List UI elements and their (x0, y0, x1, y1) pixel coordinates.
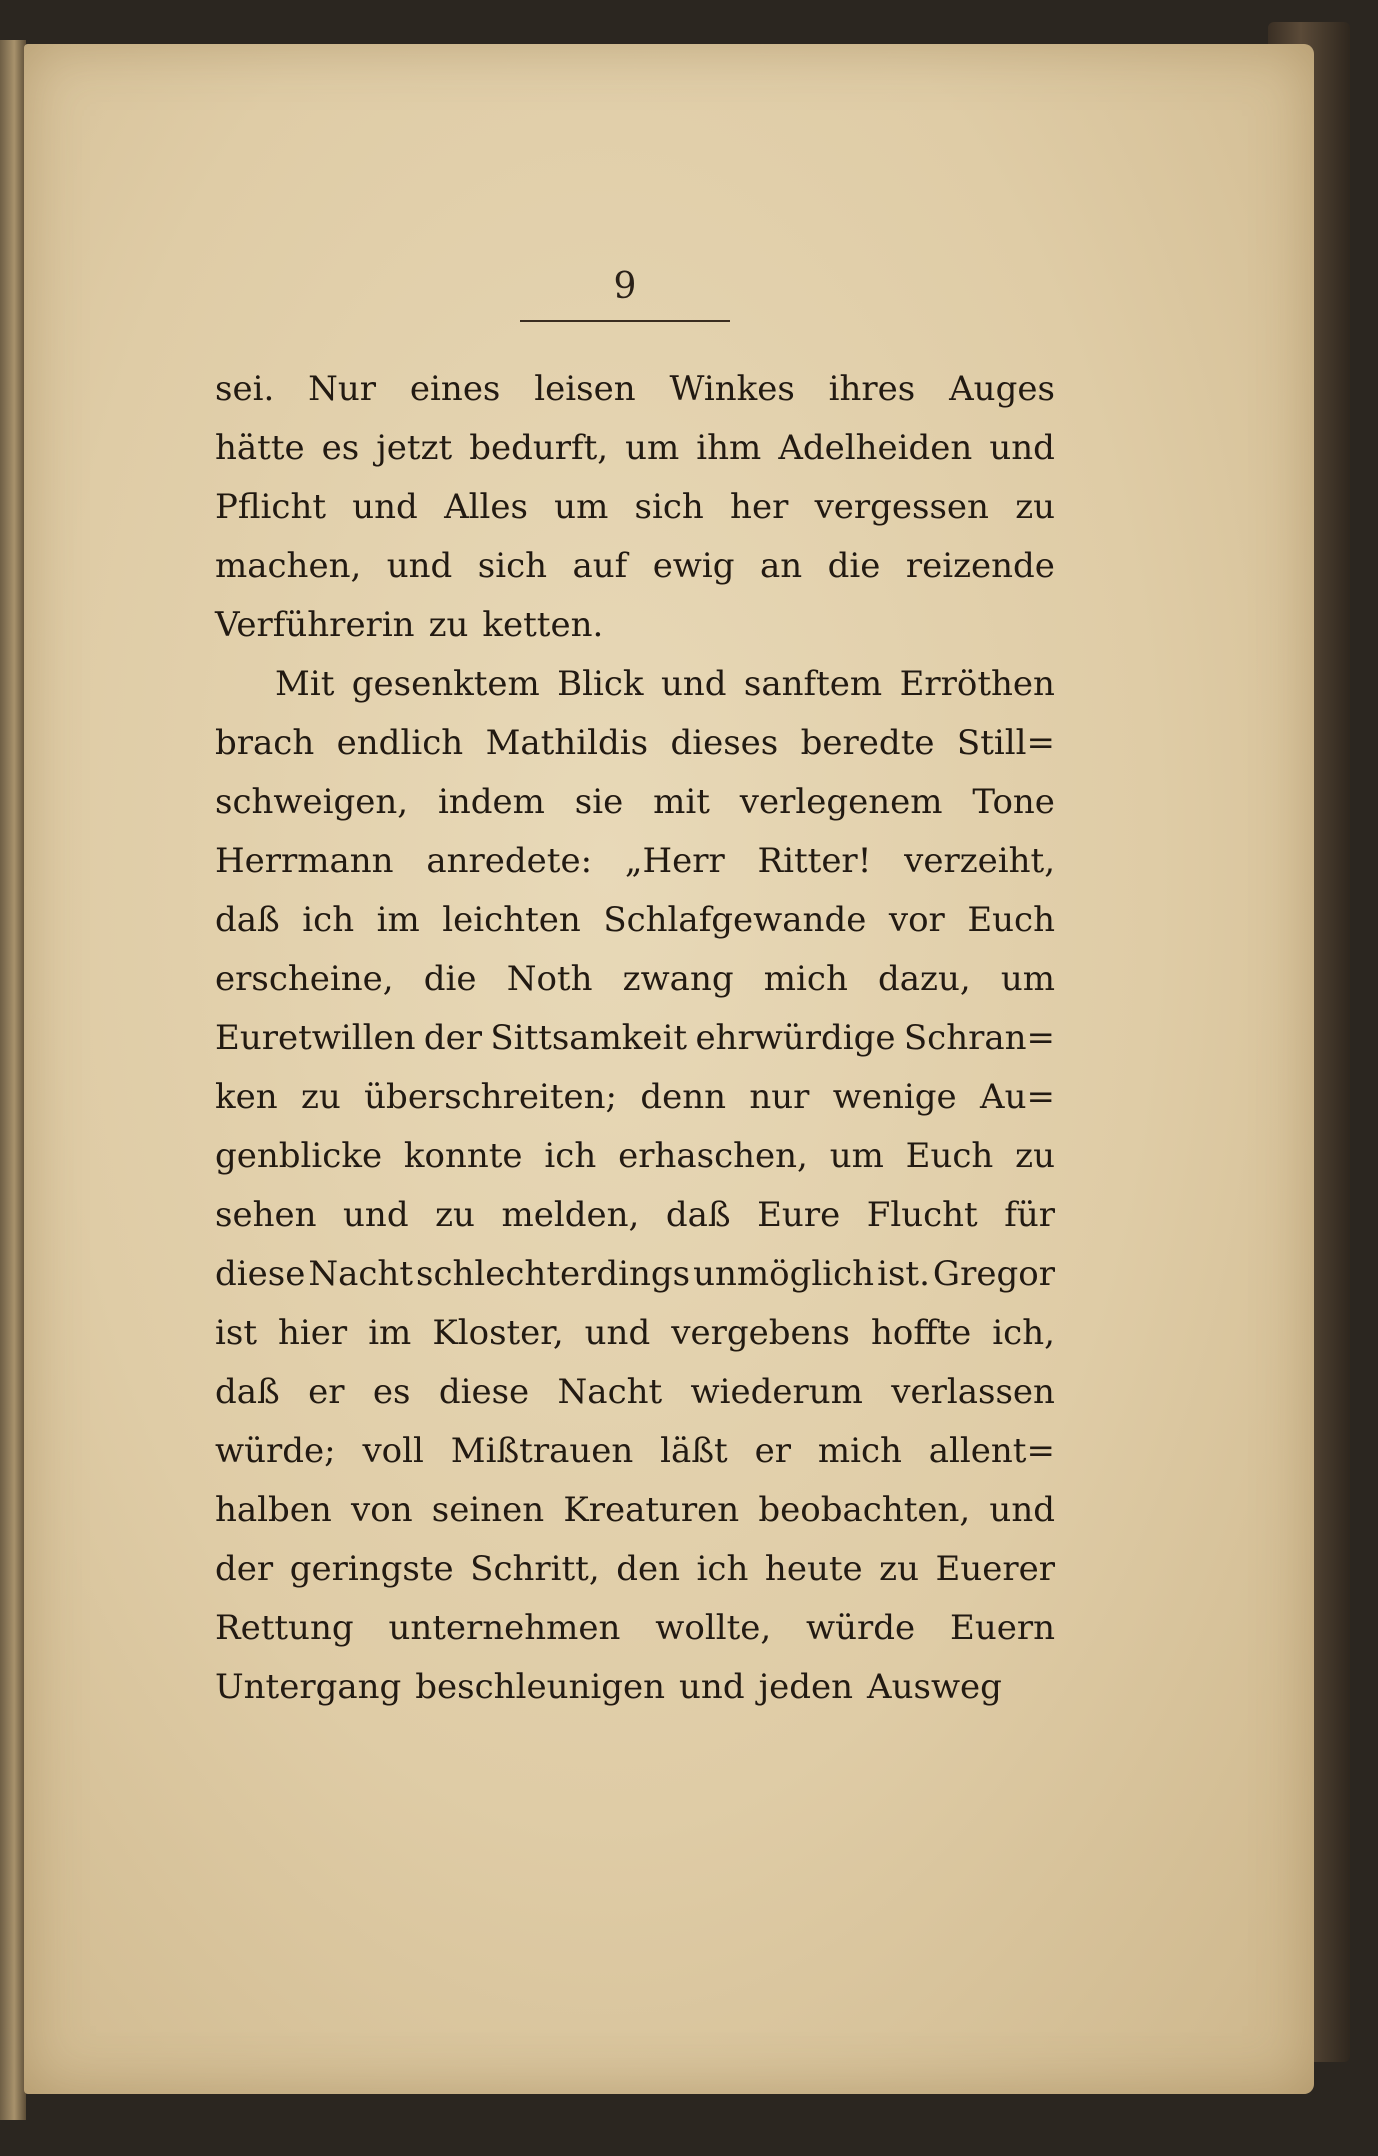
text-line: Rettung unternehmen wollte, würde Euern (215, 1608, 1055, 1648)
text-line: halben von seinen Kreaturen beobachten, und (215, 1490, 1055, 1530)
text-line: machen, und sich auf ewig an die reizende (215, 546, 1055, 586)
text-line: brach endlich Mathildis dieses beredte Still= (215, 723, 1055, 763)
text-line: Pflicht und Alles um sich her vergessen zu (215, 487, 1055, 527)
text-line: Mit gesenktem Blick und sanftem Erröthen (275, 664, 1055, 704)
page-header (520, 262, 730, 322)
text-line: schweigen, indem sie mit verlegenem Tone (215, 782, 1055, 822)
text-line: Euretwillen der Sittsamkeit ehrwürdige Schran= (215, 1018, 1055, 1058)
text-line: Verführerin zu ketten. (215, 605, 604, 645)
body-text (215, 360, 1055, 1717)
previous-page-edge (0, 40, 26, 2120)
text-line: Untergang beschleunigen und jeden Ausweg (215, 1667, 1002, 1707)
page-number: 9 (613, 266, 637, 307)
text-line: sei. Nur eines leisen Winkes ihres Auges (215, 369, 1055, 409)
text-line: sehen und zu melden, daß Eure Flucht für (215, 1195, 1055, 1235)
text-line: der geringste Schritt, den ich heute zu Euerer (215, 1549, 1055, 1589)
text-line: genblicke konnte ich erhaschen, um Euch zu (215, 1136, 1055, 1176)
text-line: Herrmann anredete: „Herr Ritter! verzeiht, (215, 841, 1055, 881)
text-line: diese Nacht schlechterdings unmöglich ist. Gregor (215, 1254, 1055, 1294)
text-line: erscheine, die Noth zwang mich dazu, um (215, 959, 1055, 999)
text-line: ken zu überschreiten; denn nur wenige Au= (215, 1077, 1055, 1117)
text-line: ist hier im Kloster, und vergebens hoffte ich, (215, 1313, 1055, 1353)
text-line: hätte es jetzt bedurft, um ihm Adelheiden und (215, 428, 1055, 468)
text-line: daß er es diese Nacht wiederum verlassen (215, 1372, 1055, 1412)
text-line: würde; voll Mißtrauen läßt er mich allent= (215, 1431, 1055, 1471)
header-rule (520, 320, 730, 322)
text-line: daß ich im leichten Schlafgewande vor Euch (215, 900, 1055, 940)
